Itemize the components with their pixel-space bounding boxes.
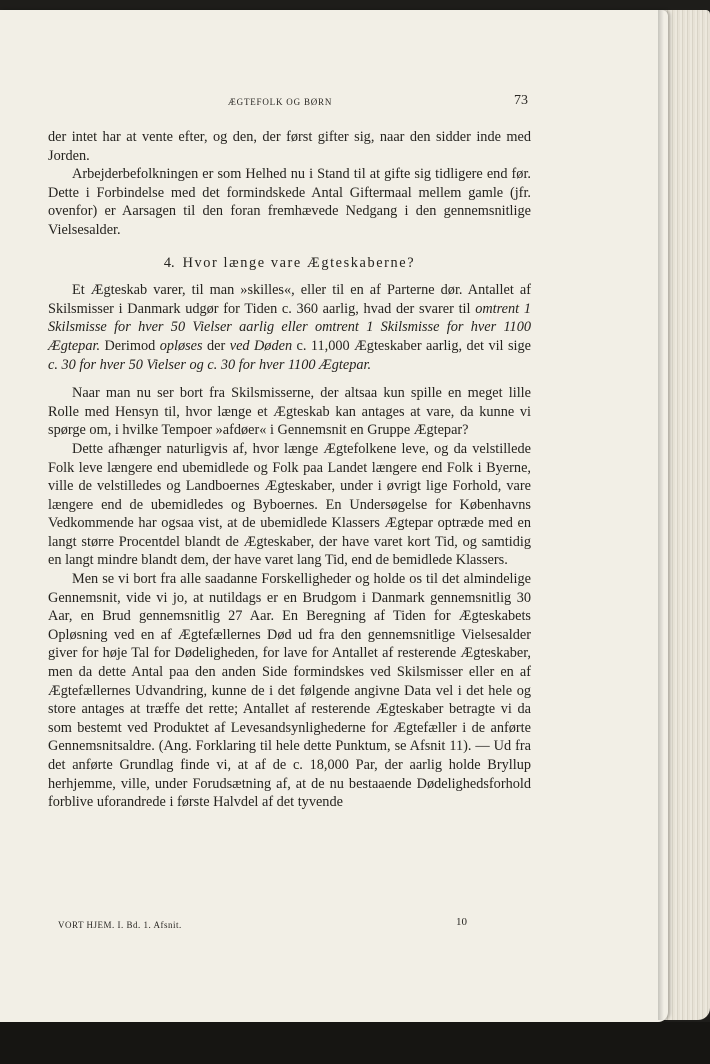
paragraph: Men se vi bort fra alle saadanne Forskelligheder og holde os til det almindelige Gennemsnit, vide vi jo, at nutildags er en Brudgom i Danmark gennemsnitlig 30 Aar, en Brud gennemsnitlig 27 Aar. En Beregning af Tiden for Ægteskabets Opløsning ved en af Ægtefællernes Død ud fra den gennemsnitlige Vielsesalder giver for høje Tal for Dødeligheden, for lave for Antallet af resterende Ægteskaber, men da dette Antal paa den anden Side formindskes ved Skilsmisser eller en af Ægtefællernes Udvandring, kunne de i det følgende angivne Data vel i det hele og store antages at træffe det rette; Antallet af resterende Ægteskaber betragte vi da som bestemt ved Produktet af Levesandsynlighederne for Ægtefæller i de anførte Gennemsnitsaldre. (Ang. Forklaring til hele dette Punktum, se Afsnit 11). — Ud fra det anførte Grundlag finde vi, at af de c. 18,000 Par, der aarlig holde Bryllup herhjemme, ville, under Forudsætning af, at de nu bestaaende Dødelighedsforhold forblive uforandrede i første Halvdel af det tyvende (48, 571, 531, 811)
text-run: Et Ægteskab varer, til man »skilles«, eller til en af Parterne dør. Antallet af Skilsmisser i Danmark udgør for Tiden c. 360 aarlig, hvad der svarer til (48, 282, 531, 317)
paragraph: Dette afhænger naturligvis af, hvor længe Ægtefolkene leve, og da velstillede Folk leve længere end ubemidlede og Folk paa Landet længere end Folk i Byerne, ville de velstilledes og Landboernes Ægteskaber, under i øvrigt lige Forhold, vare længere end de ubemidledes og Byboernes. En Undersøgelse for Københavns Vedkommende har ogsaa vist, at de ubemidlede Klassers Ægtepar optræde med en langt større Procentdel blandt de Ægteskaber, der have varet kort Tid, og samtidig en langt mindre blandt dem, der have varet lang Tid, end de bemidlede Klassers. (48, 440, 531, 569)
body-text (48, 128, 531, 812)
scan-bottom-margin (0, 1022, 710, 1064)
section-heading (48, 254, 531, 273)
emphasis-run: c. 30 for hver 50 Vielser og c. 30 for hver 1100 Ægtepar. (48, 356, 372, 373)
paragraph-continuation: der intet har at vente efter, og den, der først gifter sig, naar den sidder inde med Jorden. (48, 129, 531, 164)
section-title: Hvor længe vare Ægteskaberne? (182, 254, 416, 271)
emphasis-run: ved Døden (229, 337, 293, 354)
paragraph-divorce-stats (48, 281, 531, 374)
page-number: 73 (514, 93, 528, 108)
gutter-shadow (658, 10, 664, 1020)
emphasis-run: omtrent 1 Skilsmisse for hver 50 Vielser aarlig eller omtrent 1 Skilsmisse for hver 1100 Ægtepar. (48, 300, 531, 354)
text-run: Derimod (100, 337, 160, 354)
paragraph: Arbejderbefolkningen er som Helhed nu i Stand til at gifte sig tidligere end før. Dette i Forbindelse med det formindskede Antal Giftermaal mellem gamle (jfr. ovenfor) er Aarsagen til den foran fremhævede Nedgang i den gennemsnitlige Vielsesalder. (48, 166, 531, 238)
running-head: ÆGTEFOLK OG BØRN (227, 97, 333, 107)
signature-mark: VORT HJEM. I. Bd. 1. Afsnit. (58, 920, 182, 930)
paragraph: Naar man nu ser bort fra Skilsmisserne, der altsaa kun spille en meget lille Rolle med Hensyn til, hvor længe et Ægteskab kan antages at vare, da kunne vi spørge om, i hvilke Tempoer »afdøer« i Gennemsnit en Gruppe Ægtepar? (48, 385, 531, 439)
section-number: 4. (163, 254, 175, 271)
text-run: der (202, 337, 230, 354)
sheet-number: 10 (456, 916, 467, 928)
text-run: c. 11,000 Ægteskaber aarlig, det vil sige (292, 337, 531, 354)
emphasis-run: opløses (159, 337, 203, 354)
